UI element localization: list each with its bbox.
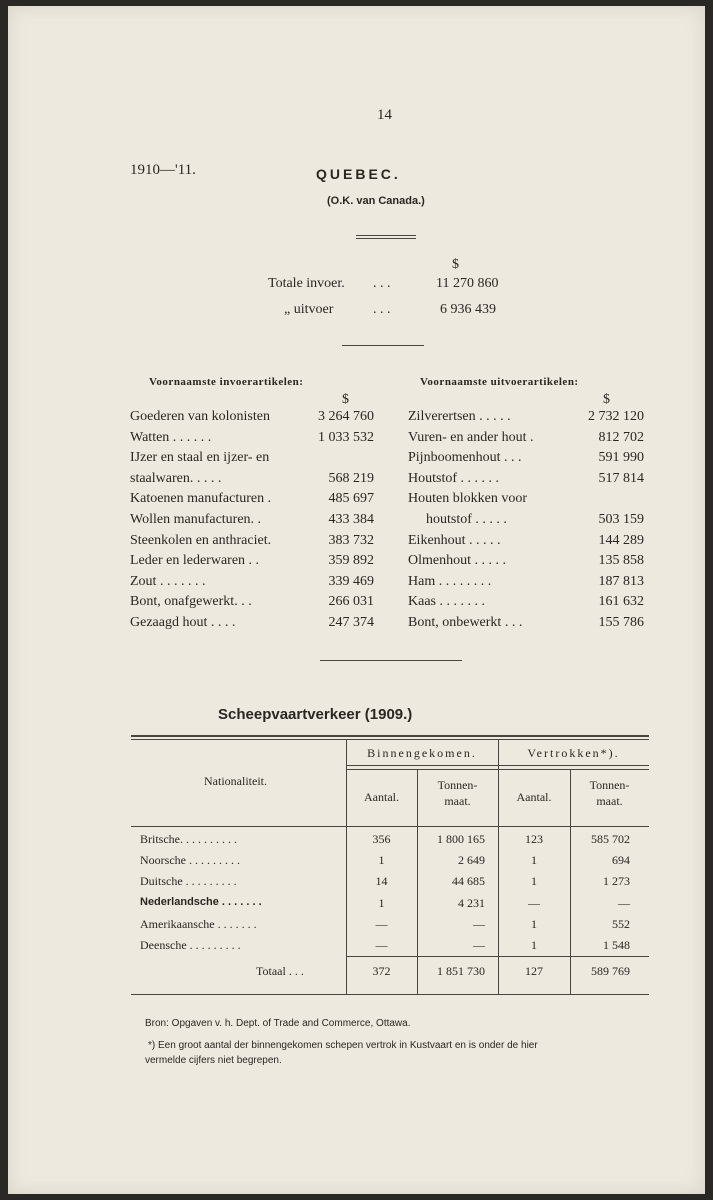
header-in-count: Aantal. [364, 790, 399, 804]
total-in-count: 372 [372, 964, 391, 978]
header-out-count: Aantal. [516, 790, 552, 804]
outgoing-tonnage: 1 548 [603, 938, 630, 952]
title-divider-2 [356, 238, 416, 239]
export-item-label: Eikenhout . . . . . [408, 532, 501, 548]
import-item-value: 383 732 [328, 532, 374, 548]
footnote-line-1: *) Een groot aantal der binnengekomen schepen vertrok in Kustvaart en is onder de hier [148, 1040, 538, 1051]
import-item-label: Goederen van kolonisten [130, 409, 270, 424]
export-item-label: Ham . . . . . . . . [408, 573, 492, 589]
export-item-label: Kaas . . . . . . . [408, 594, 485, 610]
import-item-label: Leder en lederwaren . . [130, 553, 260, 569]
incoming-count: 1 [378, 853, 385, 868]
export-item-value: 187 813 [598, 573, 644, 589]
export-item-label: Olmenhout . . . . . [408, 553, 506, 569]
import-item-label: Bont, onafgewerkt. . . [130, 594, 252, 610]
total-import-dots: . . . [373, 276, 391, 291]
import-item-value: 433 384 [328, 512, 374, 527]
title-divider [356, 235, 416, 236]
import-item-value: 339 469 [328, 573, 374, 589]
total-import-value: 11 270 860 [436, 276, 499, 291]
incoming-tonnage: 4 231 [458, 895, 485, 910]
header-out-tonnage-2: maat. [596, 794, 623, 808]
export-item-value: 517 814 [598, 470, 644, 486]
outgoing-count: 123 [525, 832, 543, 846]
total-import-label: Totale invoer. [268, 276, 345, 291]
totals-divider [342, 345, 424, 346]
incoming-count: — [375, 916, 388, 931]
currency-symbol: $ [452, 257, 459, 272]
incoming-tonnage: — [473, 938, 485, 952]
incoming-tonnage: 44 685 [452, 874, 485, 889]
page-title: QUEBEC. [316, 166, 401, 182]
total-out-tonnage: 589 769 [591, 964, 630, 978]
import-item-label: staalwaren. . . . . [130, 470, 222, 486]
export-item-label: houtstof . . . . . [426, 512, 507, 527]
outgoing-count: 1 [531, 853, 537, 868]
incoming-count: 14 [375, 874, 388, 889]
nationality-name: Nederlandsche . . . . . . . [140, 895, 262, 908]
table-top-rule-2 [131, 739, 649, 740]
export-item-label: Bont, onbewerkt . . . [408, 615, 523, 630]
import-item-label: IJzer en staal en ijzer- en [130, 450, 270, 466]
incoming-count: 356 [372, 832, 391, 846]
table-head-bottom-rule [131, 826, 649, 827]
incoming-tonnage: — [473, 916, 485, 931]
total-label: Totaal . . . [256, 964, 304, 978]
incoming-count: — [375, 938, 388, 952]
import-item-value: 266 031 [328, 594, 374, 610]
outgoing-tonnage: 585 702 [591, 832, 630, 846]
import-item-label: Watten . . . . . . [130, 429, 212, 445]
header-out-tonnage-1: Tonnen- [589, 778, 630, 792]
header-nationality: Nationaliteit. [204, 774, 267, 788]
footnote-line-2: vermelde cijfers niet begrepen. [145, 1055, 282, 1066]
outgoing-count: — [528, 895, 540, 910]
outgoing-tonnage: — [618, 895, 630, 910]
import-item-label: Katoenen manufacturen . [130, 491, 272, 507]
total-export-value: 6 936 439 [440, 302, 496, 317]
shipping-title: Scheepvaartverkeer (1909.) [218, 706, 413, 723]
import-item-value: 485 697 [328, 491, 374, 507]
import-item-value: 359 892 [328, 553, 374, 569]
export-item-label: Zilverertsen . . . . . [408, 409, 511, 424]
total-in-tonnage: 1 851 730 [437, 964, 485, 978]
export-item-value: 503 159 [598, 512, 644, 527]
export-item-label: Vuren- en ander hout . [408, 429, 534, 445]
articles-divider [320, 660, 462, 661]
table-bottom-rule [131, 994, 649, 995]
outgoing-tonnage: 1 273 [603, 874, 630, 889]
nationality-name: Noorsche . . . . . . . . . [140, 853, 240, 868]
import-item-label: Gezaagd hout . . . . [130, 615, 236, 630]
outgoing-count: 1 [531, 916, 537, 931]
table-top-rule [131, 735, 649, 737]
export-item-value: 144 289 [598, 532, 644, 548]
imports-currency: $ [342, 392, 349, 407]
export-item-label: Houten blokken voor [408, 491, 527, 507]
outgoing-count: 1 [531, 874, 537, 889]
outgoing-tonnage: 694 [612, 853, 630, 868]
import-item-label: Wollen manufacturen. . [130, 512, 262, 527]
export-item-value: 161 632 [598, 594, 644, 610]
import-item-label: Zout . . . . . . . [130, 573, 206, 589]
exports-heading: Voornaamste uitvoerartikelen: [420, 376, 579, 388]
incoming-tonnage: 2 649 [458, 853, 485, 868]
total-export-label: „ uitvoer [284, 302, 334, 317]
export-item-label: Pijnboomenhout . . . [408, 450, 522, 466]
export-item-value: 812 702 [598, 429, 644, 445]
header-incoming: Binnengekomen. [367, 746, 477, 760]
document-page [8, 6, 705, 1194]
outgoing-tonnage: 552 [612, 916, 630, 931]
export-item-label: Houtstof . . . . . . [408, 470, 499, 486]
import-item-value: 568 219 [328, 470, 374, 486]
import-item-value: 247 374 [328, 615, 374, 630]
nationality-name: Deensche . . . . . . . . . [140, 938, 241, 952]
page-subtitle: (O.K. van Canada.) [327, 195, 425, 207]
export-item-value: 155 786 [598, 615, 644, 630]
header-outgoing: Vertrokken*). [527, 746, 620, 760]
export-item-value: 135 858 [598, 553, 644, 569]
header-in-tonnage-2: maat. [444, 794, 471, 808]
import-item-value: 3 264 760 [318, 409, 374, 424]
period-label: 1910—'11. [130, 162, 196, 178]
import-item-label: Steenkolen en anthraciet. [130, 532, 272, 548]
outgoing-count: 1 [531, 938, 537, 952]
incoming-tonnage: 1 800 165 [437, 832, 485, 846]
total-export-dots: . . . [373, 302, 391, 317]
nationality-name: Britsche. . . . . . . . . . [140, 832, 237, 846]
source-note: Bron: Opgaven v. h. Dept. of Trade and Commerce, Ottawa. [145, 1018, 411, 1029]
imports-heading: Voornaamste invoerartikelen: [149, 376, 304, 388]
export-item-value: 591 990 [598, 450, 644, 466]
export-item-value: 2 732 120 [588, 409, 644, 424]
import-item-value: 1 033 532 [318, 429, 374, 445]
header-in-tonnage-1: Tonnen- [437, 778, 478, 792]
incoming-count: 1 [378, 895, 385, 910]
nationality-name: Duitsche . . . . . . . . . [140, 874, 237, 889]
nationality-name: Amerikaansche . . . . . . . [140, 916, 257, 931]
page-number: 14 [377, 107, 392, 123]
exports-currency: $ [603, 392, 610, 407]
total-out-count: 127 [525, 964, 543, 978]
